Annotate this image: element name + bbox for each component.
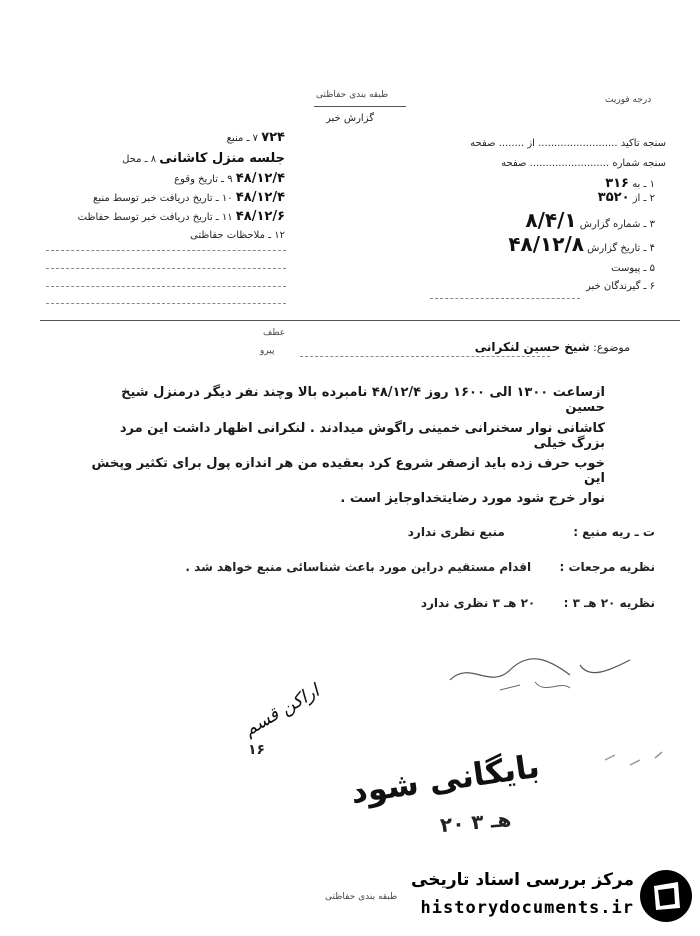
archive-note: بایگانی شود [348, 746, 542, 812]
right-field-2: سنجه شماره ......................... صفحه [501, 158, 666, 169]
body-line-2: کاشانی نوار سخنرانی خمینی راگوش میدادند . لنکرانی اظهار داشت این مرد بزرگ خیلی [119, 421, 605, 451]
right-dashed-line [430, 298, 580, 299]
right-item-5: ۵ ـ پیوست [611, 263, 655, 274]
urgency-label: درجه فوریت [605, 95, 652, 105]
right-item-4: ۴ ـ تاریخ گزارش ۴۸/۱۲/۸ [508, 232, 655, 256]
archive-code: ۲۰ هـ ۳ [439, 806, 513, 838]
left-item-9: ۴۸/۱۲/۴ ۹ ـ تاریخ وقوع [174, 171, 285, 186]
left-item-11: ۴۸/۱۲/۶ ۱۱ ـ تاریخ دریافت خبر توسط حفاظت [77, 209, 285, 224]
peyro-note: پیرو [260, 346, 275, 356]
left-item-8: جلسه منزل کاشانی ۸ ـ محل [122, 151, 285, 166]
watermark-org-name: مرکز بررسی اسناد تاریخی [411, 870, 634, 890]
subject-underline [300, 356, 550, 357]
handwritten-scribble-1 [440, 640, 640, 700]
right-item-1: ۱ ـ به ۳۱۶ [605, 176, 655, 191]
review-third: نظریه ۲۰ هـ ۳ : ۲۰ هـ ۳ نظری ندارد [420, 596, 655, 610]
faint-mark [600, 740, 670, 780]
subject: موضوع: شیخ حسین لنکرانی [474, 340, 630, 354]
section-divider [40, 320, 680, 321]
watermark-url: historydocuments.ir [420, 898, 634, 918]
body-line-1: ازساعت ۱۳۰۰ الی ۱۶۰۰ روز ۴۸/۱۲/۴ نامبرده بالا وچند نفر دیگر درمنزل شیخ حسین [121, 385, 605, 415]
right-item-3: ۳ ـ شماره گزارش ۸/۴/۱ [525, 208, 655, 232]
watermark-logo [402, 866, 692, 928]
right-field-1: سنجه تاکید ......................... از ........ صفحه [470, 138, 666, 149]
left-item-7: ۷۲۴ ۷ ـ منبع [226, 130, 285, 145]
left-item-10: ۴۸/۱۲/۴ ۱۰ ـ تاریخ دریافت خبر توسط منبع [93, 190, 285, 205]
classification-top: طبقه بندی حفاظتی [316, 90, 389, 100]
body-line-3: خوب حرف زده باید ازصفر شروع کرد بعقیده من هر اندازه پول برای تکثیر وپخش این [91, 456, 605, 486]
body-line-4: نوار خرج شود مورد رضایتخداوجایز است . [340, 491, 605, 506]
left-line-1 [46, 250, 286, 251]
report-title: گزارش خبر [326, 113, 374, 124]
classification-bottom: طبقه بندی حفاظتی [325, 892, 398, 902]
left-item-12: ۱۲ ـ ملاحظات حفاظتی [190, 230, 285, 241]
left-line-2 [46, 268, 286, 269]
left-line-4 [46, 303, 286, 304]
right-item-2: ۲ ـ از ۳۵۲۰ [597, 190, 655, 205]
logo-circle-icon [640, 870, 692, 922]
signature-1-number: ۱۶ [248, 742, 266, 758]
header-divider [314, 106, 406, 107]
review-source: ت ـ ریه منبع : منبع نظری ندارد [407, 525, 655, 539]
review-officials: نظریه مرجعات : اقدام مستقیم دراین مورد باعث شناسائی منبع خواهد شد . [185, 560, 655, 574]
signature-1: اراکن قسم [240, 680, 324, 741]
left-line-3 [46, 286, 286, 287]
right-item-6: ۶ ـ گیرندگان خبر [585, 281, 655, 292]
atf-note: عطف [263, 328, 286, 338]
